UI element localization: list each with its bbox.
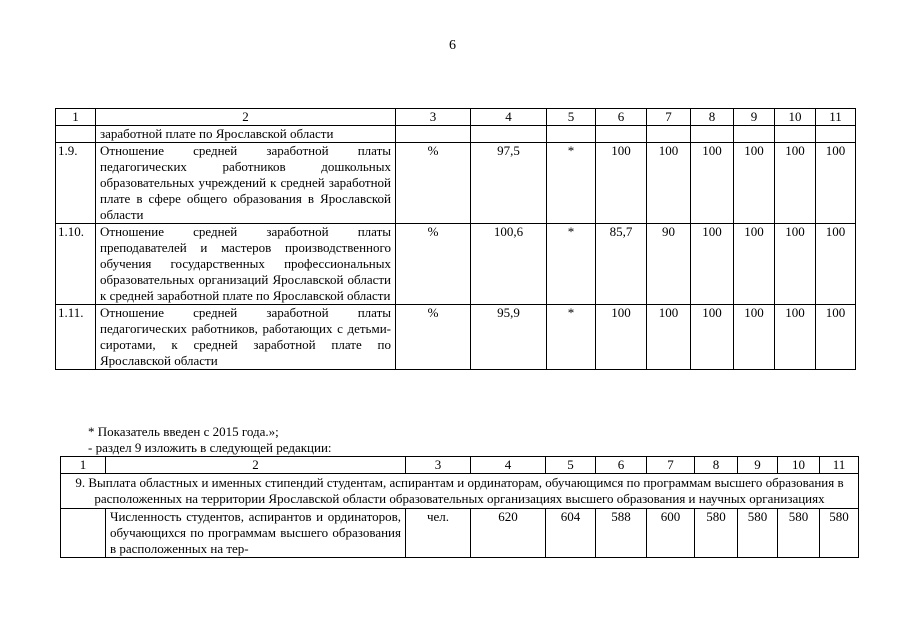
column-header: 10 <box>775 109 816 126</box>
row-value <box>647 126 691 143</box>
row-unit: % <box>396 224 471 305</box>
notes <box>88 424 332 456</box>
row-value: 90 <box>647 224 691 305</box>
row-value <box>775 126 816 143</box>
column-header: 8 <box>695 457 738 474</box>
row-value: 580 <box>820 509 859 558</box>
row-name: Отношение средней заработной платы педагогических работников, работающих с детьми-сиротами, к средней заработной плате по Ярославской области <box>96 305 396 370</box>
row-value: 580 <box>695 509 738 558</box>
row-value <box>471 126 547 143</box>
section-9-table <box>60 456 859 558</box>
table-row <box>56 305 856 370</box>
row-value: * <box>547 143 596 224</box>
row-value: 100 <box>647 143 691 224</box>
row-code <box>56 126 96 143</box>
row-code: 1.11. <box>56 305 96 370</box>
row-value: 600 <box>647 509 695 558</box>
row-value: 100 <box>734 143 775 224</box>
table-row <box>56 143 856 224</box>
column-header: 5 <box>547 109 596 126</box>
column-header: 2 <box>96 109 396 126</box>
row-value: 100 <box>816 305 856 370</box>
row-value: 100 <box>775 224 816 305</box>
row-value: 97,5 <box>471 143 547 224</box>
section-title-row <box>61 474 859 509</box>
row-unit: чел. <box>406 509 471 558</box>
footnote: * Показатель введен с 2015 года.»; <box>88 424 279 439</box>
column-header: 1 <box>61 457 106 474</box>
column-header: 6 <box>596 457 647 474</box>
row-value: 100 <box>775 305 816 370</box>
row-name: Отношение средней заработной платы преподавателей и мастеров производственного обучения государственных профессиональных образовательных организаций Ярославской области к средней заработной плате по Ярославской области <box>96 224 396 305</box>
column-header: 10 <box>778 457 820 474</box>
row-value <box>734 126 775 143</box>
row-value: 100 <box>734 224 775 305</box>
row-unit: % <box>396 143 471 224</box>
row-unit: % <box>396 305 471 370</box>
row-value <box>691 126 734 143</box>
row-code: 1.9. <box>56 143 96 224</box>
row-value: 100 <box>816 224 856 305</box>
column-header: 1 <box>56 109 96 126</box>
row-value: 100,6 <box>471 224 547 305</box>
row-value: 95,9 <box>471 305 547 370</box>
row-value <box>596 126 647 143</box>
table-row <box>56 126 856 143</box>
column-header: 5 <box>546 457 596 474</box>
column-header: 7 <box>647 457 695 474</box>
indicators-table <box>55 108 856 370</box>
column-header: 11 <box>816 109 856 126</box>
row-value: 580 <box>738 509 778 558</box>
row-value: 580 <box>778 509 820 558</box>
row-value: 100 <box>734 305 775 370</box>
table-header-row <box>61 457 859 474</box>
row-value: 604 <box>546 509 596 558</box>
column-header: 4 <box>471 109 547 126</box>
row-unit <box>396 126 471 143</box>
row-value: 100 <box>775 143 816 224</box>
row-value: * <box>547 305 596 370</box>
instruction-text: - раздел 9 изложить в следующей редакции: <box>88 440 332 455</box>
column-header: 8 <box>691 109 734 126</box>
table-row <box>61 509 859 558</box>
row-value: 85,7 <box>596 224 647 305</box>
row-value: 100 <box>596 143 647 224</box>
column-header: 6 <box>596 109 647 126</box>
table-header-row <box>56 109 856 126</box>
row-value: 100 <box>816 143 856 224</box>
column-header: 3 <box>406 457 471 474</box>
column-header: 11 <box>820 457 859 474</box>
row-name: заработной плате по Ярославской области <box>96 126 396 143</box>
row-code <box>61 509 106 558</box>
column-header: 9 <box>738 457 778 474</box>
row-value: 100 <box>647 305 691 370</box>
row-value <box>816 126 856 143</box>
row-name: Отношение средней заработной платы педагогических работников дошкольных образовательных учреждений к средней заработной плате в сфере общего образования в Ярославской области <box>96 143 396 224</box>
row-value: 620 <box>471 509 546 558</box>
row-value: * <box>547 224 596 305</box>
section-title: 9. Выплата областных и именных стипендий студентам, аспирантам и ординаторам, обучающимся по программам высшего образования в расположенных на территории Ярославской области образовательных организациях высшего образования и научных организациях <box>61 474 859 509</box>
row-value: 100 <box>691 143 734 224</box>
row-value: 588 <box>596 509 647 558</box>
page-number: 6 <box>449 38 456 53</box>
column-header: 2 <box>106 457 406 474</box>
row-value: 100 <box>596 305 647 370</box>
column-header: 7 <box>647 109 691 126</box>
table-row <box>56 224 856 305</box>
column-header: 9 <box>734 109 775 126</box>
row-name: Численность студентов, аспирантов и ординаторов, обучающихся по программам высшего образования в расположенных на тер- <box>106 509 406 558</box>
row-code: 1.10. <box>56 224 96 305</box>
row-value: 100 <box>691 305 734 370</box>
row-value: 100 <box>691 224 734 305</box>
row-value <box>547 126 596 143</box>
column-header: 3 <box>396 109 471 126</box>
column-header: 4 <box>471 457 546 474</box>
